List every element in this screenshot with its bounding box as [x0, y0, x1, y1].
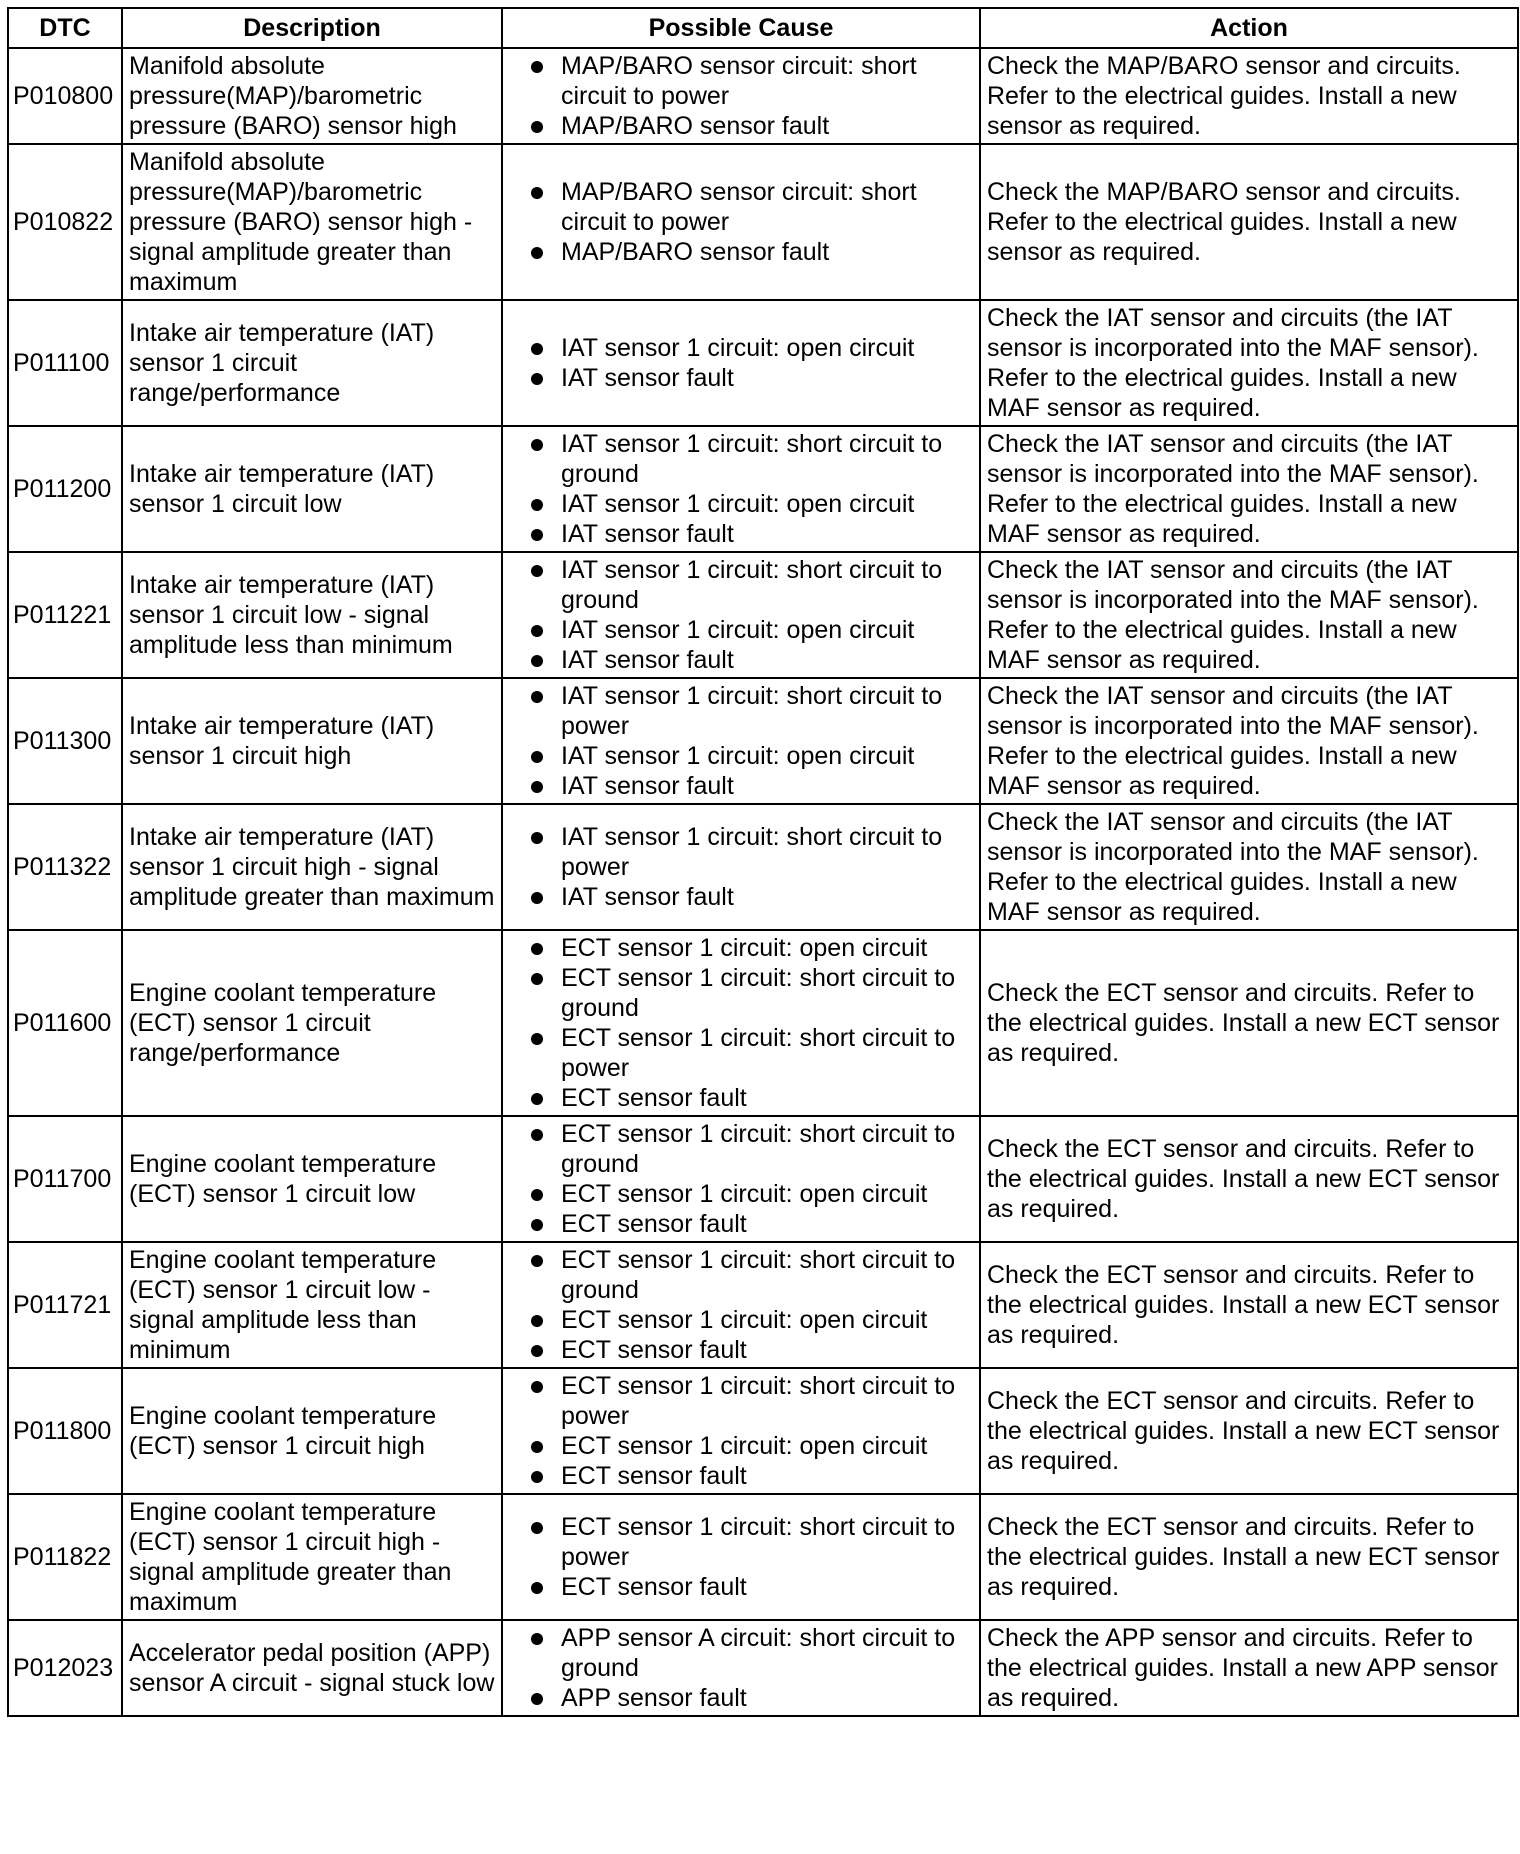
cause-list: [531, 1623, 973, 1713]
cause-item: IAT sensor 1 circuit: short circuit to ground: [531, 555, 973, 615]
table-row: [8, 804, 1518, 930]
possible-causes: [502, 1494, 980, 1620]
dtc-action: Check the IAT sensor and circuits (the IAT sensor is incorporated into the MAF sensor). Refer to the electrical guides. Install a new MAF sensor as required.: [980, 552, 1518, 678]
table-row: [8, 300, 1518, 426]
header-action: Action: [980, 8, 1518, 48]
cause-item: MAP/BARO sensor circuit: short circuit to power: [531, 177, 973, 237]
possible-causes: [502, 930, 980, 1116]
cause-item: IAT sensor fault: [531, 771, 973, 801]
cause-item: ECT sensor 1 circuit: short circuit to ground: [531, 1119, 973, 1179]
dtc-description: Manifold absolute pressure(MAP)/barometric pressure (BARO) sensor high: [122, 48, 502, 144]
dtc-code: P011100: [8, 300, 122, 426]
dtc-action: Check the IAT sensor and circuits (the IAT sensor is incorporated into the MAF sensor). Refer to the electrical guides. Install a new MAF sensor as required.: [980, 678, 1518, 804]
cause-list: [531, 177, 973, 267]
cause-item: IAT sensor fault: [531, 519, 973, 549]
dtc-code: P012023: [8, 1620, 122, 1716]
cause-list: [531, 1512, 973, 1602]
possible-causes: [502, 1620, 980, 1716]
possible-causes: [502, 678, 980, 804]
possible-causes: [502, 1116, 980, 1242]
cause-item: ECT sensor 1 circuit: open circuit: [531, 933, 973, 963]
cause-item: MAP/BARO sensor fault: [531, 111, 973, 141]
dtc-description: Intake air temperature (IAT) sensor 1 circuit high: [122, 678, 502, 804]
dtc-action: Check the ECT sensor and circuits. Refer to the electrical guides. Install a new ECT sensor as required.: [980, 1242, 1518, 1368]
table-row: [8, 144, 1518, 300]
table-header-row: [8, 8, 1518, 48]
dtc-code: P011221: [8, 552, 122, 678]
dtc-action: Check the MAP/BARO sensor and circuits. Refer to the electrical guides. Install a new sensor as required.: [980, 48, 1518, 144]
cause-item: ECT sensor 1 circuit: short circuit to ground: [531, 1245, 973, 1305]
possible-causes: [502, 552, 980, 678]
dtc-action: Check the APP sensor and circuits. Refer to the electrical guides. Install a new APP sensor as required.: [980, 1620, 1518, 1716]
cause-item: IAT sensor fault: [531, 882, 973, 912]
dtc-description: Intake air temperature (IAT) sensor 1 circuit low - signal amplitude less than minimum: [122, 552, 502, 678]
dtc-action: Check the ECT sensor and circuits. Refer to the electrical guides. Install a new ECT sensor as required.: [980, 1116, 1518, 1242]
cause-item: ECT sensor fault: [531, 1572, 973, 1602]
cause-list: [531, 1371, 973, 1491]
cause-item: ECT sensor fault: [531, 1335, 973, 1365]
cause-list: [531, 333, 973, 393]
cause-item: IAT sensor 1 circuit: open circuit: [531, 741, 973, 771]
table-row: [8, 930, 1518, 1116]
cause-item: ECT sensor 1 circuit: open circuit: [531, 1179, 973, 1209]
cause-list: [531, 51, 973, 141]
dtc-code: P010800: [8, 48, 122, 144]
dtc-code: P011200: [8, 426, 122, 552]
cause-item: ECT sensor 1 circuit: short circuit to power: [531, 1512, 973, 1572]
cause-item: ECT sensor fault: [531, 1461, 973, 1491]
dtc-code: P011600: [8, 930, 122, 1116]
dtc-table: [7, 7, 1519, 1717]
possible-causes: [502, 1368, 980, 1494]
cause-item: APP sensor fault: [531, 1683, 973, 1713]
table-row: [8, 1116, 1518, 1242]
possible-causes: [502, 1242, 980, 1368]
cause-list: [531, 681, 973, 801]
dtc-action: Check the ECT sensor and circuits. Refer to the electrical guides. Install a new ECT sensor as required.: [980, 1494, 1518, 1620]
cause-item: IAT sensor 1 circuit: open circuit: [531, 615, 973, 645]
table-row: [8, 678, 1518, 804]
dtc-code: P011822: [8, 1494, 122, 1620]
cause-list: [531, 1119, 973, 1239]
dtc-description: Engine coolant temperature (ECT) sensor 1 circuit high - signal amplitude greater than maximum: [122, 1494, 502, 1620]
table-row: [8, 48, 1518, 144]
dtc-action: Check the IAT sensor and circuits (the IAT sensor is incorporated into the MAF sensor). Refer to the electrical guides. Install a new MAF sensor as required.: [980, 804, 1518, 930]
table-row: [8, 426, 1518, 552]
dtc-description: Engine coolant temperature (ECT) sensor 1 circuit low - signal amplitude less than minimum: [122, 1242, 502, 1368]
cause-item: ECT sensor 1 circuit: short circuit to ground: [531, 963, 973, 1023]
dtc-action: Check the IAT sensor and circuits (the IAT sensor is incorporated into the MAF sensor). Refer to the electrical guides. Install a new MAF sensor as required.: [980, 300, 1518, 426]
table-row: [8, 1494, 1518, 1620]
dtc-description: Accelerator pedal position (APP) sensor A circuit - signal stuck low: [122, 1620, 502, 1716]
possible-causes: [502, 426, 980, 552]
possible-causes: [502, 804, 980, 930]
possible-causes: [502, 48, 980, 144]
dtc-description: Intake air temperature (IAT) sensor 1 circuit range/performance: [122, 300, 502, 426]
cause-item: IAT sensor 1 circuit: short circuit to power: [531, 822, 973, 882]
dtc-action: Check the IAT sensor and circuits (the IAT sensor is incorporated into the MAF sensor). Refer to the electrical guides. Install a new MAF sensor as required.: [980, 426, 1518, 552]
table-row: [8, 1620, 1518, 1716]
cause-item: IAT sensor 1 circuit: short circuit to power: [531, 681, 973, 741]
cause-list: [531, 429, 973, 549]
cause-item: IAT sensor 1 circuit: open circuit: [531, 489, 973, 519]
cause-list: [531, 933, 973, 1113]
table-row: [8, 1368, 1518, 1494]
cause-item: IAT sensor fault: [531, 363, 973, 393]
dtc-code: P011800: [8, 1368, 122, 1494]
dtc-action: Check the MAP/BARO sensor and circuits. Refer to the electrical guides. Install a new sensor as required.: [980, 144, 1518, 300]
cause-item: IAT sensor 1 circuit: open circuit: [531, 333, 973, 363]
table-row: [8, 552, 1518, 678]
dtc-code: P011322: [8, 804, 122, 930]
dtc-code: P011721: [8, 1242, 122, 1368]
cause-item: IAT sensor 1 circuit: short circuit to ground: [531, 429, 973, 489]
cause-item: ECT sensor 1 circuit: open circuit: [531, 1305, 973, 1335]
dtc-code: P011300: [8, 678, 122, 804]
dtc-description: Engine coolant temperature (ECT) sensor 1 circuit low: [122, 1116, 502, 1242]
dtc-description: Manifold absolute pressure(MAP)/barometric pressure (BARO) sensor high - signal amplitude greater than maximum: [122, 144, 502, 300]
possible-causes: [502, 144, 980, 300]
cause-item: ECT sensor fault: [531, 1083, 973, 1113]
dtc-description: Intake air temperature (IAT) sensor 1 circuit low: [122, 426, 502, 552]
header-dtc: DTC: [8, 8, 122, 48]
header-description: Description: [122, 8, 502, 48]
dtc-description: Engine coolant temperature (ECT) sensor 1 circuit high: [122, 1368, 502, 1494]
dtc-code: P010822: [8, 144, 122, 300]
dtc-description: Engine coolant temperature (ECT) sensor 1 circuit range/performance: [122, 930, 502, 1116]
cause-item: ECT sensor fault: [531, 1209, 973, 1239]
table-body: [8, 48, 1518, 1716]
cause-list: [531, 1245, 973, 1365]
cause-item: ECT sensor 1 circuit: short circuit to power: [531, 1023, 973, 1083]
table-row: [8, 1242, 1518, 1368]
cause-list: [531, 555, 973, 675]
cause-item: MAP/BARO sensor circuit: short circuit to power: [531, 51, 973, 111]
cause-item: MAP/BARO sensor fault: [531, 237, 973, 267]
cause-item: ECT sensor 1 circuit: short circuit to power: [531, 1371, 973, 1431]
cause-item: IAT sensor fault: [531, 645, 973, 675]
possible-causes: [502, 300, 980, 426]
dtc-action: Check the ECT sensor and circuits. Refer to the electrical guides. Install a new ECT sensor as required.: [980, 930, 1518, 1116]
dtc-description: Intake air temperature (IAT) sensor 1 circuit high - signal amplitude greater than maximum: [122, 804, 502, 930]
dtc-code: P011700: [8, 1116, 122, 1242]
cause-list: [531, 822, 973, 912]
dtc-action: Check the ECT sensor and circuits. Refer to the electrical guides. Install a new ECT sensor as required.: [980, 1368, 1518, 1494]
cause-item: ECT sensor 1 circuit: open circuit: [531, 1431, 973, 1461]
cause-item: APP sensor A circuit: short circuit to ground: [531, 1623, 973, 1683]
header-possible-cause: Possible Cause: [502, 8, 980, 48]
